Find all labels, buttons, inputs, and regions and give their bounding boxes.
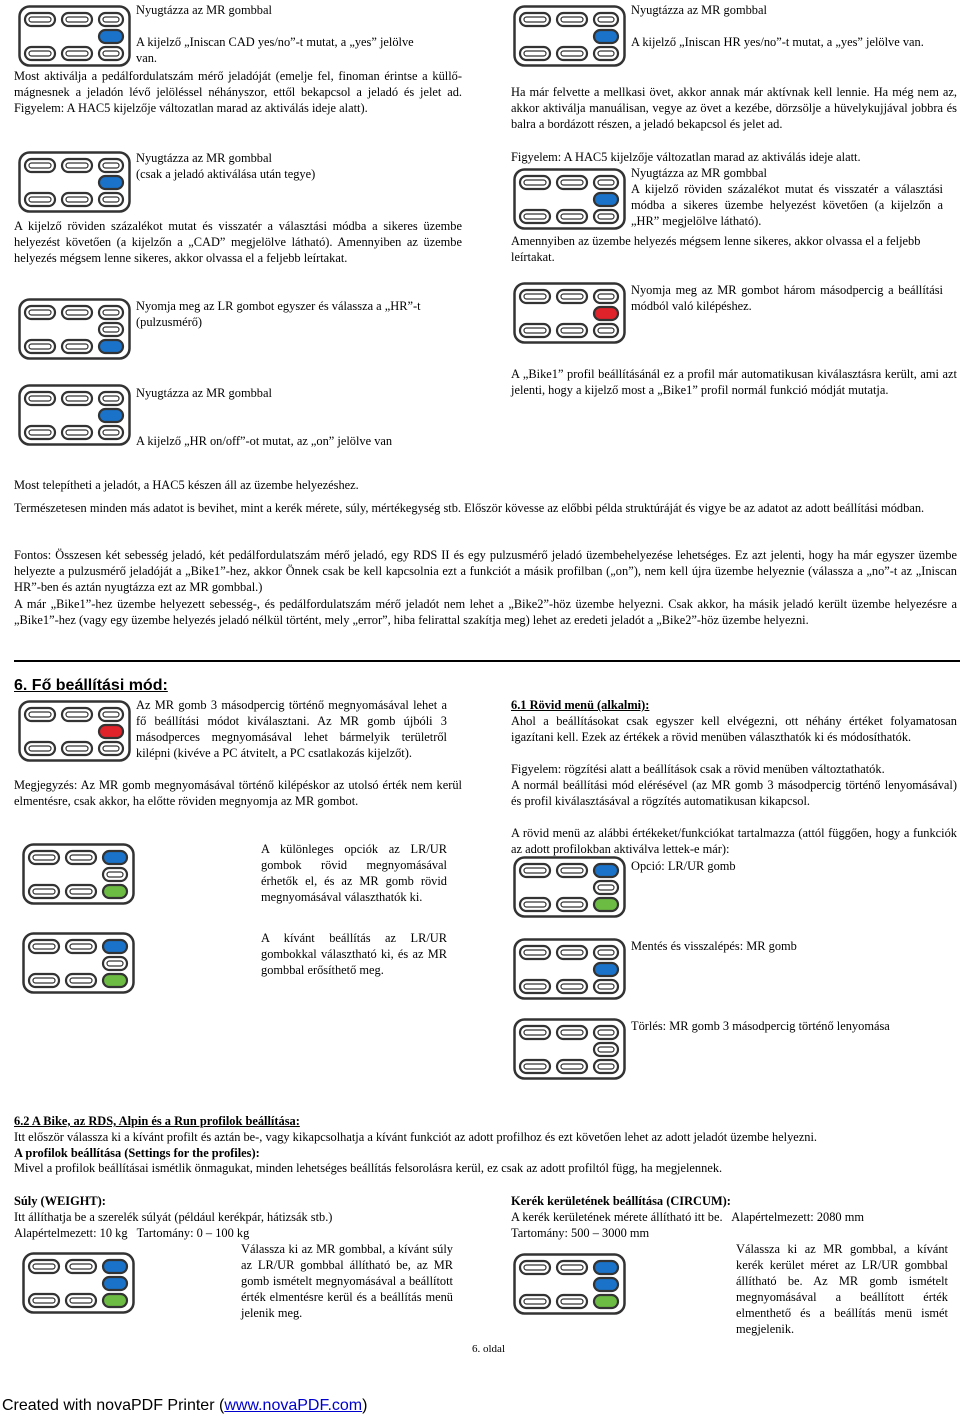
instruction-text: Nyomja meg az LR gombot egyszer és válassza a „HR”-t (pulzusmérő) — [136, 299, 421, 329]
note-paragraph: Megjegyzés: Az MR gomb megnyomásával történő kilépéskor az utolsó érték nem kerül elmentésre, csak akkor, ha előtte röviden megnyomja az MR gombot. — [14, 778, 462, 808]
mr-button — [594, 193, 618, 206]
device-frame — [22, 1252, 135, 1314]
device-diagram — [22, 1252, 135, 1314]
paragraph: Az MR gomb 3 másodpercig történő megnyomásával lehet a fő beállítási módot kiválasztani. Az MR gomb újbóli 3 másodperces megnyomásával lehet bármelyik területről kilépni (kivéve a PC átvitelt, a PC csatlakozás kijelzőt). — [136, 698, 447, 760]
novapdf-link[interactable]: www.novaPDF.com — [224, 1397, 363, 1414]
ur-button — [594, 864, 618, 877]
device-diagram — [18, 151, 131, 213]
lr-button — [99, 340, 123, 353]
important-paragraph: Fontos: Összesen két sebesség jeladó, két pedálfordulatszám mérő jeladó, egy RDS II és egy pulzusmérő jeladó üzembehelyezése lehetséges. Ez azt jelenti, hogy ha már egyszer üzembe helyezte a pulzusmérő jeladóját a „Bike1”-hez, akkor Önnek csak be kell kapcsolnia ezt a funkciót a másik profilban („on”), nem kell újra üzembe helyeznie (válassza a „no”-t az „Iniscan HR”-ben és aztán nyugtázza ezt az MR gombbal.) — [14, 548, 957, 594]
device-frame — [513, 168, 626, 230]
attention-text: Figyelem: rögzítési alatt a beállítások csak a rövid menüben változtathatók. — [511, 762, 885, 776]
instruction-text: A kijelző „HR on/off”-ot mutat, az „on” jelölve van — [136, 434, 393, 448]
device-frame — [18, 700, 131, 762]
attention-text: Figyelem: A HAC5 kijelzője változatlan marad az aktiválás ideje alatt. — [511, 150, 861, 164]
paragraph: Válassza ki az MR gombbal, a kívánt kerék kerület méret az LR/UR gombbal állítható be. Az MR gomb ismételt megnyomásával a beállított érték elmenthető és a beállítás menü ismét megjelenik. — [736, 1242, 948, 1336]
page-number: 6. oldal — [472, 1343, 505, 1355]
lr-button — [103, 1294, 127, 1307]
paragraph: Most telepítheti a jeladót, a HAC5 készen áll az üzembe helyezéshez. — [14, 478, 359, 492]
footer: Created with novaPDF Printer (www.novaPDF.com) — [2, 1397, 368, 1414]
device-frame — [18, 5, 131, 67]
mr-button — [594, 1278, 618, 1291]
section-title: 6.1 Rövid menü (alkalmi): — [511, 698, 650, 712]
instruction-text: Nyugtázza az MR gombbal — [136, 386, 272, 400]
legend-text: Mentés és visszalépés: MR gomb — [631, 939, 797, 953]
mr-button — [103, 1277, 127, 1290]
lr-button — [103, 885, 127, 898]
mr-button — [594, 30, 618, 43]
legend-text: Opció: LR/UR gomb — [631, 859, 736, 873]
device-frame — [18, 384, 131, 446]
setting-line: Alapértelmezett: 10 kg Tartomány: 0 – 100 kg — [14, 1226, 250, 1240]
paragraph: A rövid menü az alábbi értékeket/funkciókat tartalmazza (attól függően, hogy a funkciók az adott profilokban aktiválva lettek-e már): — [511, 826, 957, 856]
device-diagram — [18, 298, 131, 360]
paragraph: A normál beállítási mód elérésével (az MR gomb 3 másodpercig történő lenyomásával) és profil kiválasztásával a rögzítés automatikusan kikapcsol. — [511, 778, 957, 808]
device-diagram — [513, 168, 626, 230]
paragraph: Természetesen minden más adatot is bevihet, mint a kerék mérete, súly, mértékegység stb. Először kövesse az előbbi példa struktúráját és vigye be az adatot az adott beállítási módban. — [14, 501, 925, 515]
device-diagram — [513, 282, 626, 344]
mr-button — [594, 963, 618, 976]
device-frame — [513, 856, 626, 918]
ur-button — [103, 851, 127, 864]
device-frame — [18, 298, 131, 360]
device-diagram — [513, 1018, 626, 1080]
lr-button — [594, 1295, 618, 1308]
subsection-title: A profilok beállítása (Settings for the profiles): — [14, 1146, 260, 1160]
paragraph: A már „Bike1”-hez üzembe helyezett sebesség-, és pedálfordulatszám mérő jeladót nem lehet a „Bike2”-höz üzembe helyezni. Csak akkor, ha másik jeladó került üzembe helyezésre a „Bike1”-hez (vagy egy üzembe helyezés jeladó nélkül történt, mely „error”, hiba felirattal szakítja meg) lehet az eredeti jeladót a „Bike2”-höz üzembe helyezni. — [14, 597, 957, 627]
ur-button — [103, 940, 127, 953]
setting-line: Itt állíthatja be a szerelék súlyát (például kerékpár, hátizsák stb.) — [14, 1210, 333, 1224]
instruction-text: Nyugtázza az MR gombbal A kijelző „Iniscan CAD yes/no”-t mutat, a „yes” jelölve van. — [136, 3, 414, 65]
device-frame — [22, 843, 135, 905]
paragraph: A kívánt beállítás az LR/UR gombokkal választható ki, és az MR gombbal erősíthető meg. — [261, 931, 447, 977]
paragraph: Ha már felvette a mellkasi övet, akkor annak már aktívnak kell lennie. Ha még nem az, akkor aktiválja manuálisan, vegye az övet a kezébe, dörzsölje a hüvelykujjával jobbra és balra a bordázott részen, a jeladó bekapcsol és jelet ad. — [511, 85, 957, 131]
paragraph: Válassza ki az MR gombbal, a kívánt súly az LR/UR gombbal állítható be, az MR gomb ismételt megnyomásával a beállított érték elmentésre kerül és a beállítás menü jelenik meg. — [241, 1242, 453, 1320]
paragraph: Amennyiben az üzembe helyezés mégsem lenne sikeres, akkor olvassa el a feljebb leírtakat. — [511, 234, 921, 264]
setting-line: A kerék kerületének mérete állítható itt be. Alapértelmezett: 2080 mm — [511, 1210, 865, 1224]
section-title: 6. Fő beállítási mód: — [14, 677, 168, 694]
paragraph: A különleges opciók az LR/UR gombok rövid megnyomásával érhetők el, és az MR gomb rövid megnyomásával választhatók ki. — [261, 842, 447, 904]
mr-button — [99, 725, 123, 738]
mr-button — [99, 30, 123, 43]
device-diagram — [513, 1253, 626, 1315]
instruction-text: Nyugtázza az MR gombbal A kijelző röviden százalékot mutat és visszatér a választási módba a sikeres üzembe helyezést követően (a kijelzőn a „HR” megjelölve látható). — [631, 166, 943, 228]
device-diagram — [22, 932, 135, 994]
setting-line: Tartomány: 500 – 3000 mm — [511, 1226, 650, 1240]
device-frame — [513, 5, 626, 67]
mr-button — [594, 307, 618, 320]
device-diagram — [513, 856, 626, 918]
setting-title: Súly (WEIGHT): — [14, 1194, 106, 1208]
instruction-text: Nyugtázza az MR gombbal A kijelző „Iniscan HR yes/no”-t mutat, a „yes” jelölve van. — [631, 3, 924, 49]
ur-button — [103, 1260, 127, 1273]
paragraph: A kijelző röviden százalékot mutat és visszatér a választási módba a sikeres üzembe helyezést követően (a kijelzőn a „CAD” megjelölve látható). Amennyiben az üzembe helyezés mégsem lenne sikeres, akkor olvassa el a feljebb leírtakat. — [14, 219, 462, 265]
lr-button — [103, 974, 127, 987]
device-frame — [18, 151, 131, 213]
device-diagram — [513, 938, 626, 1000]
setting-title: Kerék kerületének beállítása (CIRCUM): — [511, 1194, 731, 1208]
paragraph: Ahol a beállításokat csak egyszer kell elvégezni, ott néhány értéket folyamatosan igazítani kell. Ezek az értékek a rövid menüben választhatók ki és módosíthatók. — [511, 714, 957, 744]
paragraph: A „Bike1” profil beállításánál ez a profil már automatikusan kiválasztásra került, ami azt jelenti, hogy a kijelző most a „Bike1” profil normál funkció módját mutatja. — [511, 367, 957, 397]
device-diagram — [513, 5, 626, 67]
instruction-text: Nyomja meg az MR gombot három másodpercig a beállítási módból való kilépéshez. — [631, 283, 943, 313]
device-frame — [513, 282, 626, 344]
device-diagram — [18, 384, 131, 446]
mr-button — [99, 409, 123, 422]
device-frame — [513, 1253, 626, 1315]
ur-button — [594, 1261, 618, 1274]
paragraph: Most aktiválja a pedálfordulatszám mérő jeladóját (emelje fel, finoman érintse a küllő-mágnesnek a jeladón lévő jelöléssel néhányszor, ettől bekapcsol a jeladó és jelet ad. Figyelem: A HAC5 kijelzője változatlan marad az aktiválás ideje alatt). — [14, 69, 462, 115]
device-frame — [513, 1018, 626, 1080]
section-divider — [14, 660, 960, 662]
paragraph: Mivel a profilok beállításai ismétlik önmagukat, minden lehetséges beállítás felsorolásra kerül, ez csak az adott profiltól függ, ha megjelennek. — [14, 1161, 723, 1175]
device-frame — [22, 932, 135, 994]
device-diagram — [18, 5, 131, 67]
device-diagram — [22, 843, 135, 905]
section-title: 6.2 A Bike, az RDS, Alpin és a Run profilok beállítása: — [14, 1114, 300, 1128]
mr-button — [99, 176, 123, 189]
legend-text: Törlés: MR gomb 3 másodpercig történő lenyomása — [631, 1019, 890, 1033]
paragraph: Itt először válassza ki a kívánt profilt és aztán be-, vagy kikapcsolhatja a kívánt funkciót az adott profilhoz és ezt követően lehet az adott jeladót üzembe helyezni. — [14, 1130, 818, 1144]
instruction-text: Nyugtázza az MR gombbal (csak a jeladó aktiválása után tegye) — [136, 151, 316, 181]
lr-button — [594, 898, 618, 911]
device-diagram — [18, 700, 131, 762]
device-frame — [513, 938, 626, 1000]
